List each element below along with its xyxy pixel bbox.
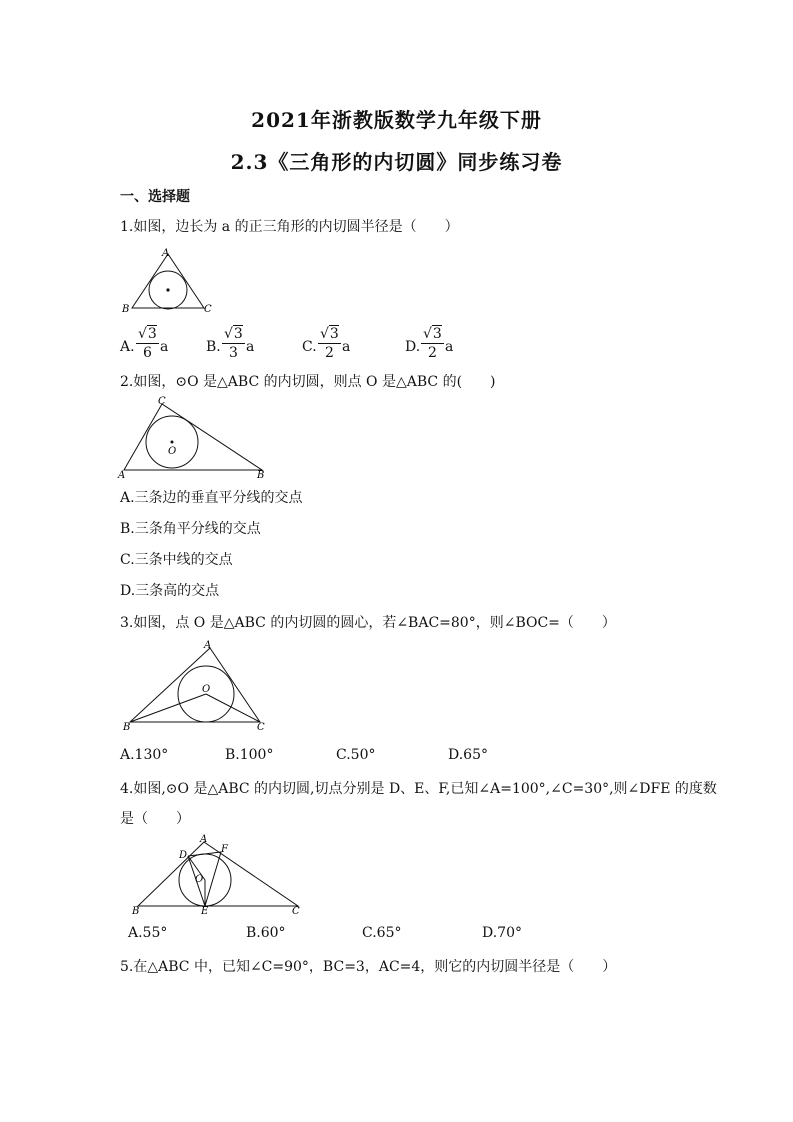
q1-option-d-suffix: a [445, 339, 454, 355]
q1-figure [118, 246, 218, 318]
q3-label-b: B [123, 722, 131, 733]
q4-figure [128, 834, 303, 916]
q3-figure [118, 638, 268, 734]
q1-label-a: A [162, 248, 170, 259]
q1-option-b-num: 3 [233, 326, 243, 342]
question-4-text-cont: 是（ ） [120, 811, 190, 827]
question-5-text: 5.在△ABC 中，已知∠C=90°，BC=3，AC=4，则它的内切圆半径是（ ） [120, 959, 617, 975]
question-3-text: 3.如图，点 O 是△ABC 的内切圆的圆心，若∠BAC=80°，则∠BOC=（ ） [120, 615, 616, 631]
q3-option-d: D.65° [448, 747, 488, 763]
q1-option-d-fraction: $\frac{√3}{2}$ [423, 326, 442, 361]
question-1-text: 1.如图，边长为 a 的正三角形的内切圆半径是（ ） [120, 219, 459, 235]
q1-label-c: C [204, 304, 212, 315]
q2-option-c: C.三条中线的交点 [120, 552, 233, 568]
q4-label-a: A [200, 834, 208, 845]
q1-option-a-suffix: a [160, 339, 169, 355]
page-title: 2021年浙教版数学九年级下册 [251, 108, 542, 132]
q1-option-b-den: 3 [228, 345, 238, 361]
q2-option-d: D.三条高的交点 [120, 583, 220, 599]
q2-label-b: B [257, 470, 265, 481]
q2-figure [118, 396, 268, 480]
q1-option-b-letter: B. [206, 339, 221, 355]
q4-label-f: F [221, 844, 228, 855]
q1-option-c-fraction: $\frac{√3}{2}$ [320, 326, 339, 361]
question-2-text: 2.如图，⊙O 是△ABC 的内切圆，则点 O 是△ABC 的( ) [120, 374, 496, 390]
q2-label-c: C [158, 396, 166, 407]
q1-option-d-letter: D. [405, 339, 421, 355]
q1-label-b: B [122, 304, 130, 315]
q3-option-c: C.50° [336, 747, 376, 763]
q4-option-b: B.60° [246, 925, 286, 941]
q2-label-o: O [168, 446, 177, 457]
q1-option-c-num: 3 [329, 326, 339, 342]
section-heading: 一、选择题 [120, 189, 190, 205]
q1-option-c-letter: C. [302, 339, 317, 355]
q4-option-d: D.70° [482, 925, 522, 941]
q4-label-b: B [132, 906, 140, 917]
q3-label-o: O [202, 684, 211, 695]
q3-option-a: A.130° [120, 747, 169, 763]
q3-label-a: A [204, 640, 212, 651]
q1-option-c-den: 2 [324, 345, 334, 361]
q1-option-d-num: 3 [432, 326, 442, 342]
q1-option-b-suffix: a [246, 339, 255, 355]
q2-option-a: A.三条边的垂直平分线的交点 [120, 490, 303, 506]
q1-option-a-num: 3 [147, 326, 157, 342]
q3-label-c: C [257, 722, 265, 733]
q1-option-a-den: 6 [142, 345, 152, 361]
q1-option-d-den: 2 [427, 345, 437, 361]
q1-option-a-fraction: $\frac{√3}{6}$ [138, 326, 157, 361]
q1-option-a-letter: A. [120, 339, 135, 355]
question-4-text: 4.如图,⊙O 是△ABC 的内切圆,切点分别是 D、E、F,已知∠A=100°,∠C=30°,则∠DFE 的度数 [120, 781, 717, 797]
q4-label-d: D [179, 850, 188, 861]
q4-label-c: C [292, 906, 300, 917]
q2-option-b: B.三条角平分线的交点 [120, 521, 261, 537]
q2-label-a: A [118, 470, 126, 481]
q4-label-o: O [195, 874, 204, 885]
q1-option-c-suffix: a [342, 339, 351, 355]
q4-option-a: A.55° [128, 925, 168, 941]
page-subtitle: 2.3《三角形的内切圆》同步练习卷 [230, 150, 563, 174]
q1-option-b-fraction: $\frac{√3}{3}$ [224, 326, 243, 361]
q4-option-c: C.65° [362, 925, 402, 941]
q4-label-e: E [201, 906, 209, 917]
q3-option-b: B.100° [225, 747, 274, 763]
